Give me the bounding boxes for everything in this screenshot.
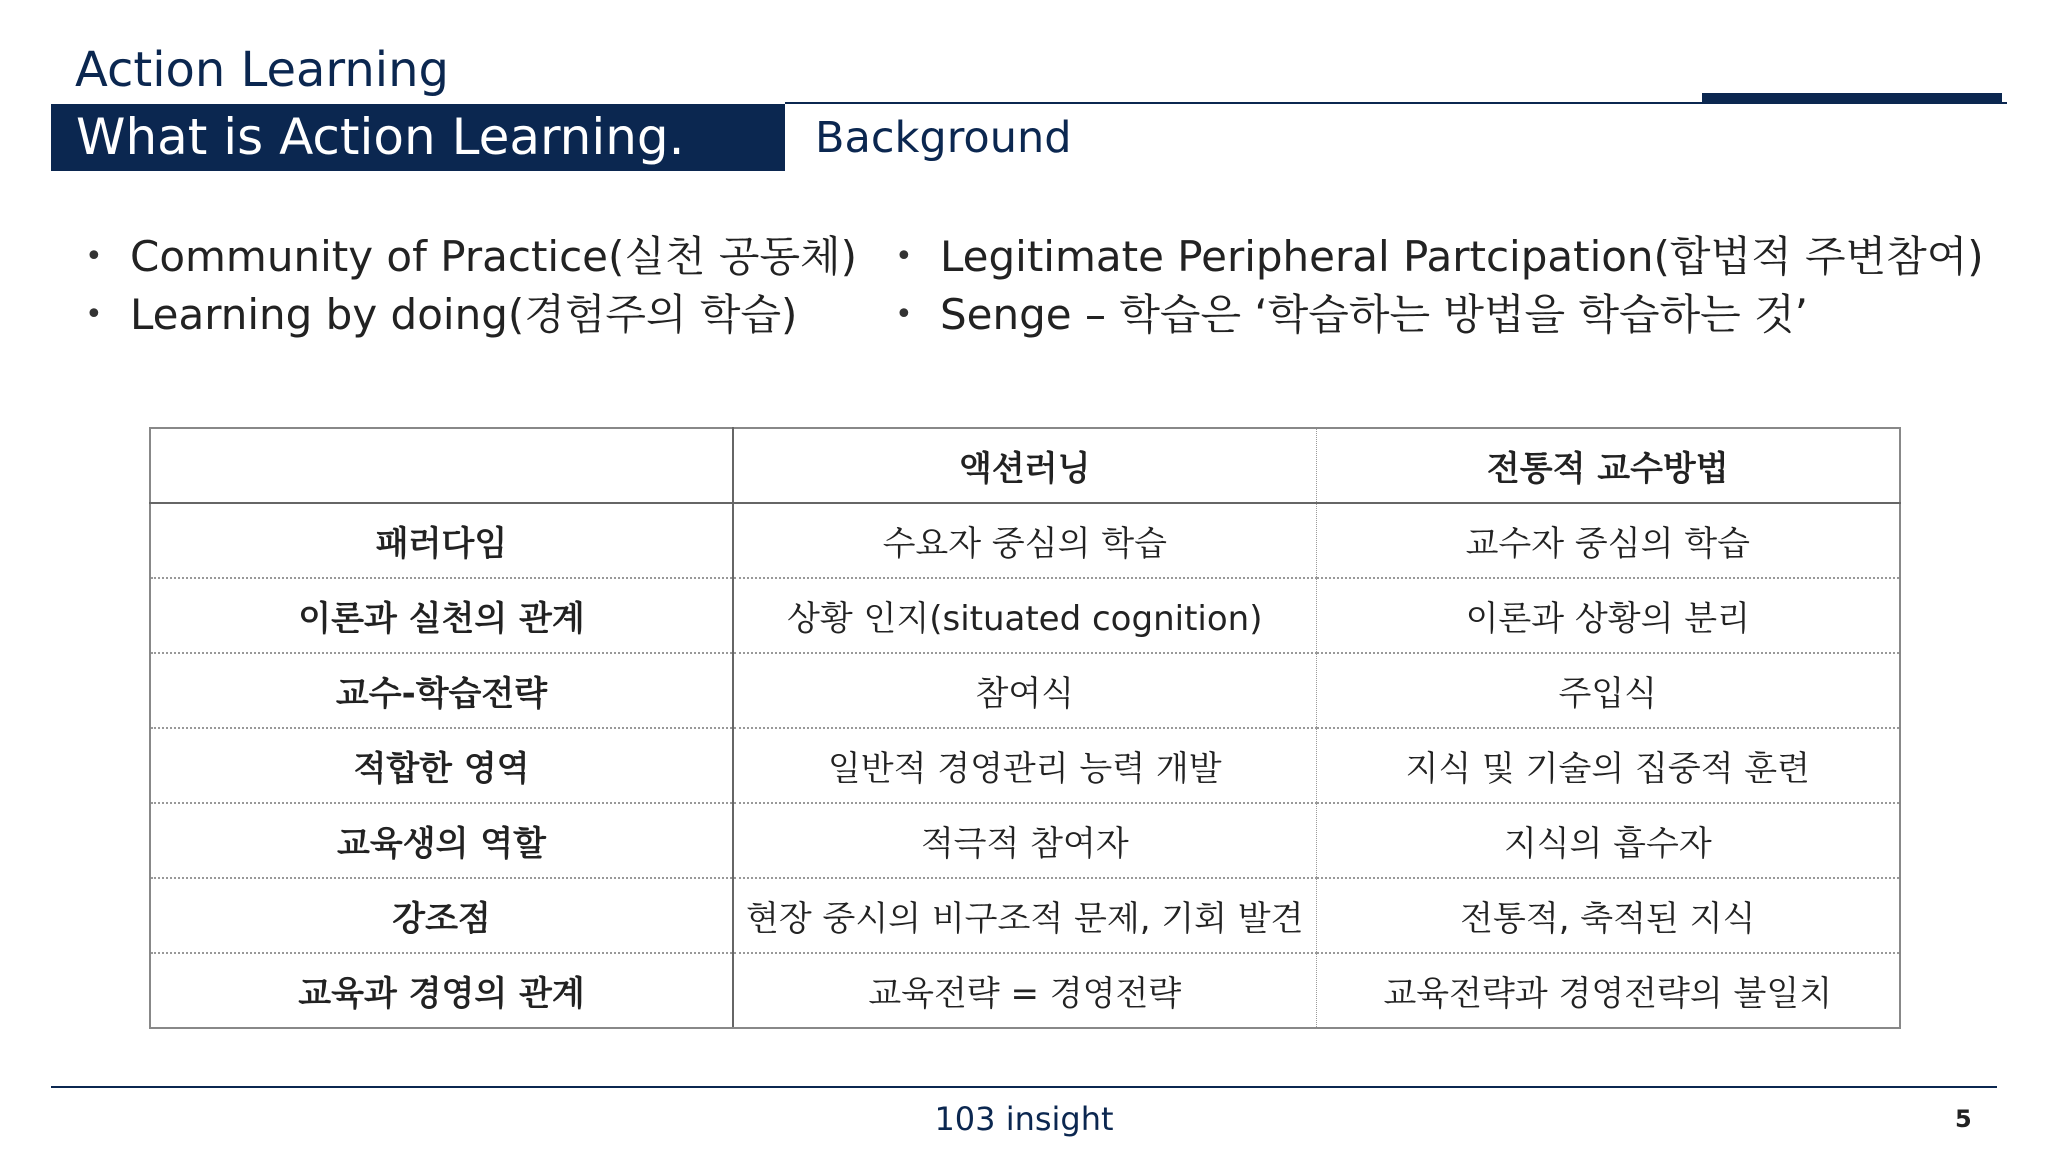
- bullet-icon: •: [85, 239, 103, 274]
- table-cell: 교수자 중심의 학습: [1316, 503, 1900, 578]
- header-rule: [785, 102, 2007, 104]
- table-cell: 일반적 경영관리 능력 개발: [733, 728, 1316, 803]
- table-cell: 전통적, 축적된 지식: [1316, 878, 1900, 953]
- row-header-cell: 적합한 영역: [150, 728, 733, 803]
- table-row: [150, 953, 1900, 1028]
- footer-rule: [51, 1086, 1997, 1088]
- row-header-cell: 강조점: [150, 878, 733, 953]
- table-cell: 현장 중시의 비구조적 문제, 기회 발견: [733, 878, 1316, 953]
- row-header-cell: 교육생의 역할: [150, 803, 733, 878]
- page-subtitle: Background: [815, 113, 1072, 163]
- table-cell: 참여식: [733, 653, 1316, 728]
- bullet-list-left: [85, 228, 857, 344]
- page-title: What is Action Learning.: [51, 104, 785, 171]
- row-header-cell: 교육과 경영의 관계: [150, 953, 733, 1028]
- list-item: [895, 228, 1984, 286]
- table-header-cell: [150, 428, 733, 503]
- bullet-list-right: [895, 228, 1984, 344]
- row-header-cell: 교수-학습전략: [150, 653, 733, 728]
- footer-brand: 103 insight: [934, 1100, 1114, 1138]
- table-cell: 적극적 참여자: [733, 803, 1316, 878]
- bullet-text: Learning by doing(경험주의 학습): [130, 290, 798, 339]
- table-row: [150, 878, 1900, 953]
- table-row: [150, 803, 1900, 878]
- table-cell: 교육전략 = 경영전략: [733, 953, 1316, 1028]
- table-header-cell: 전통적 교수방법: [1316, 428, 1900, 503]
- table-cell: 상황 인지(situated cognition): [733, 578, 1316, 653]
- row-header-cell: 이론과 실천의 관계: [150, 578, 733, 653]
- table-header-row: [150, 428, 1900, 503]
- table-cell: 교육전략과 경영전략의 불일치: [1316, 953, 1900, 1028]
- bullet-text: Senge – 학습은 ‘학습하는 방법을 학습하는 것’: [940, 290, 1809, 339]
- bullet-text: Legitimate Peripheral Partcipation(합법적 주변참여): [940, 232, 1984, 281]
- bullet-icon: •: [85, 297, 103, 332]
- table-cell: 수요자 중심의 학습: [733, 503, 1316, 578]
- table-row: [150, 503, 1900, 578]
- bullet-text: Community of Practice(실천 공동체): [130, 232, 857, 281]
- section-title: Action Learning: [75, 42, 449, 98]
- list-item: [85, 286, 857, 344]
- table-cell: 지식의 흡수자: [1316, 803, 1900, 878]
- table-cell: 지식 및 기술의 집중적 훈련: [1316, 728, 1900, 803]
- bullet-icon: •: [895, 239, 913, 274]
- comparison-table: [149, 427, 1901, 1029]
- row-header-cell: 패러다임: [150, 503, 733, 578]
- table-row: [150, 578, 1900, 653]
- table-cell: 이론과 상황의 분리: [1316, 578, 1900, 653]
- table-cell: 주입식: [1316, 653, 1900, 728]
- table-row: [150, 728, 1900, 803]
- table-row: [150, 653, 1900, 728]
- page-number: 5: [1955, 1105, 1972, 1133]
- table-header-cell: 액션러닝: [733, 428, 1316, 503]
- bullet-icon: •: [895, 297, 913, 332]
- list-item: [895, 286, 1984, 344]
- list-item: [85, 228, 857, 286]
